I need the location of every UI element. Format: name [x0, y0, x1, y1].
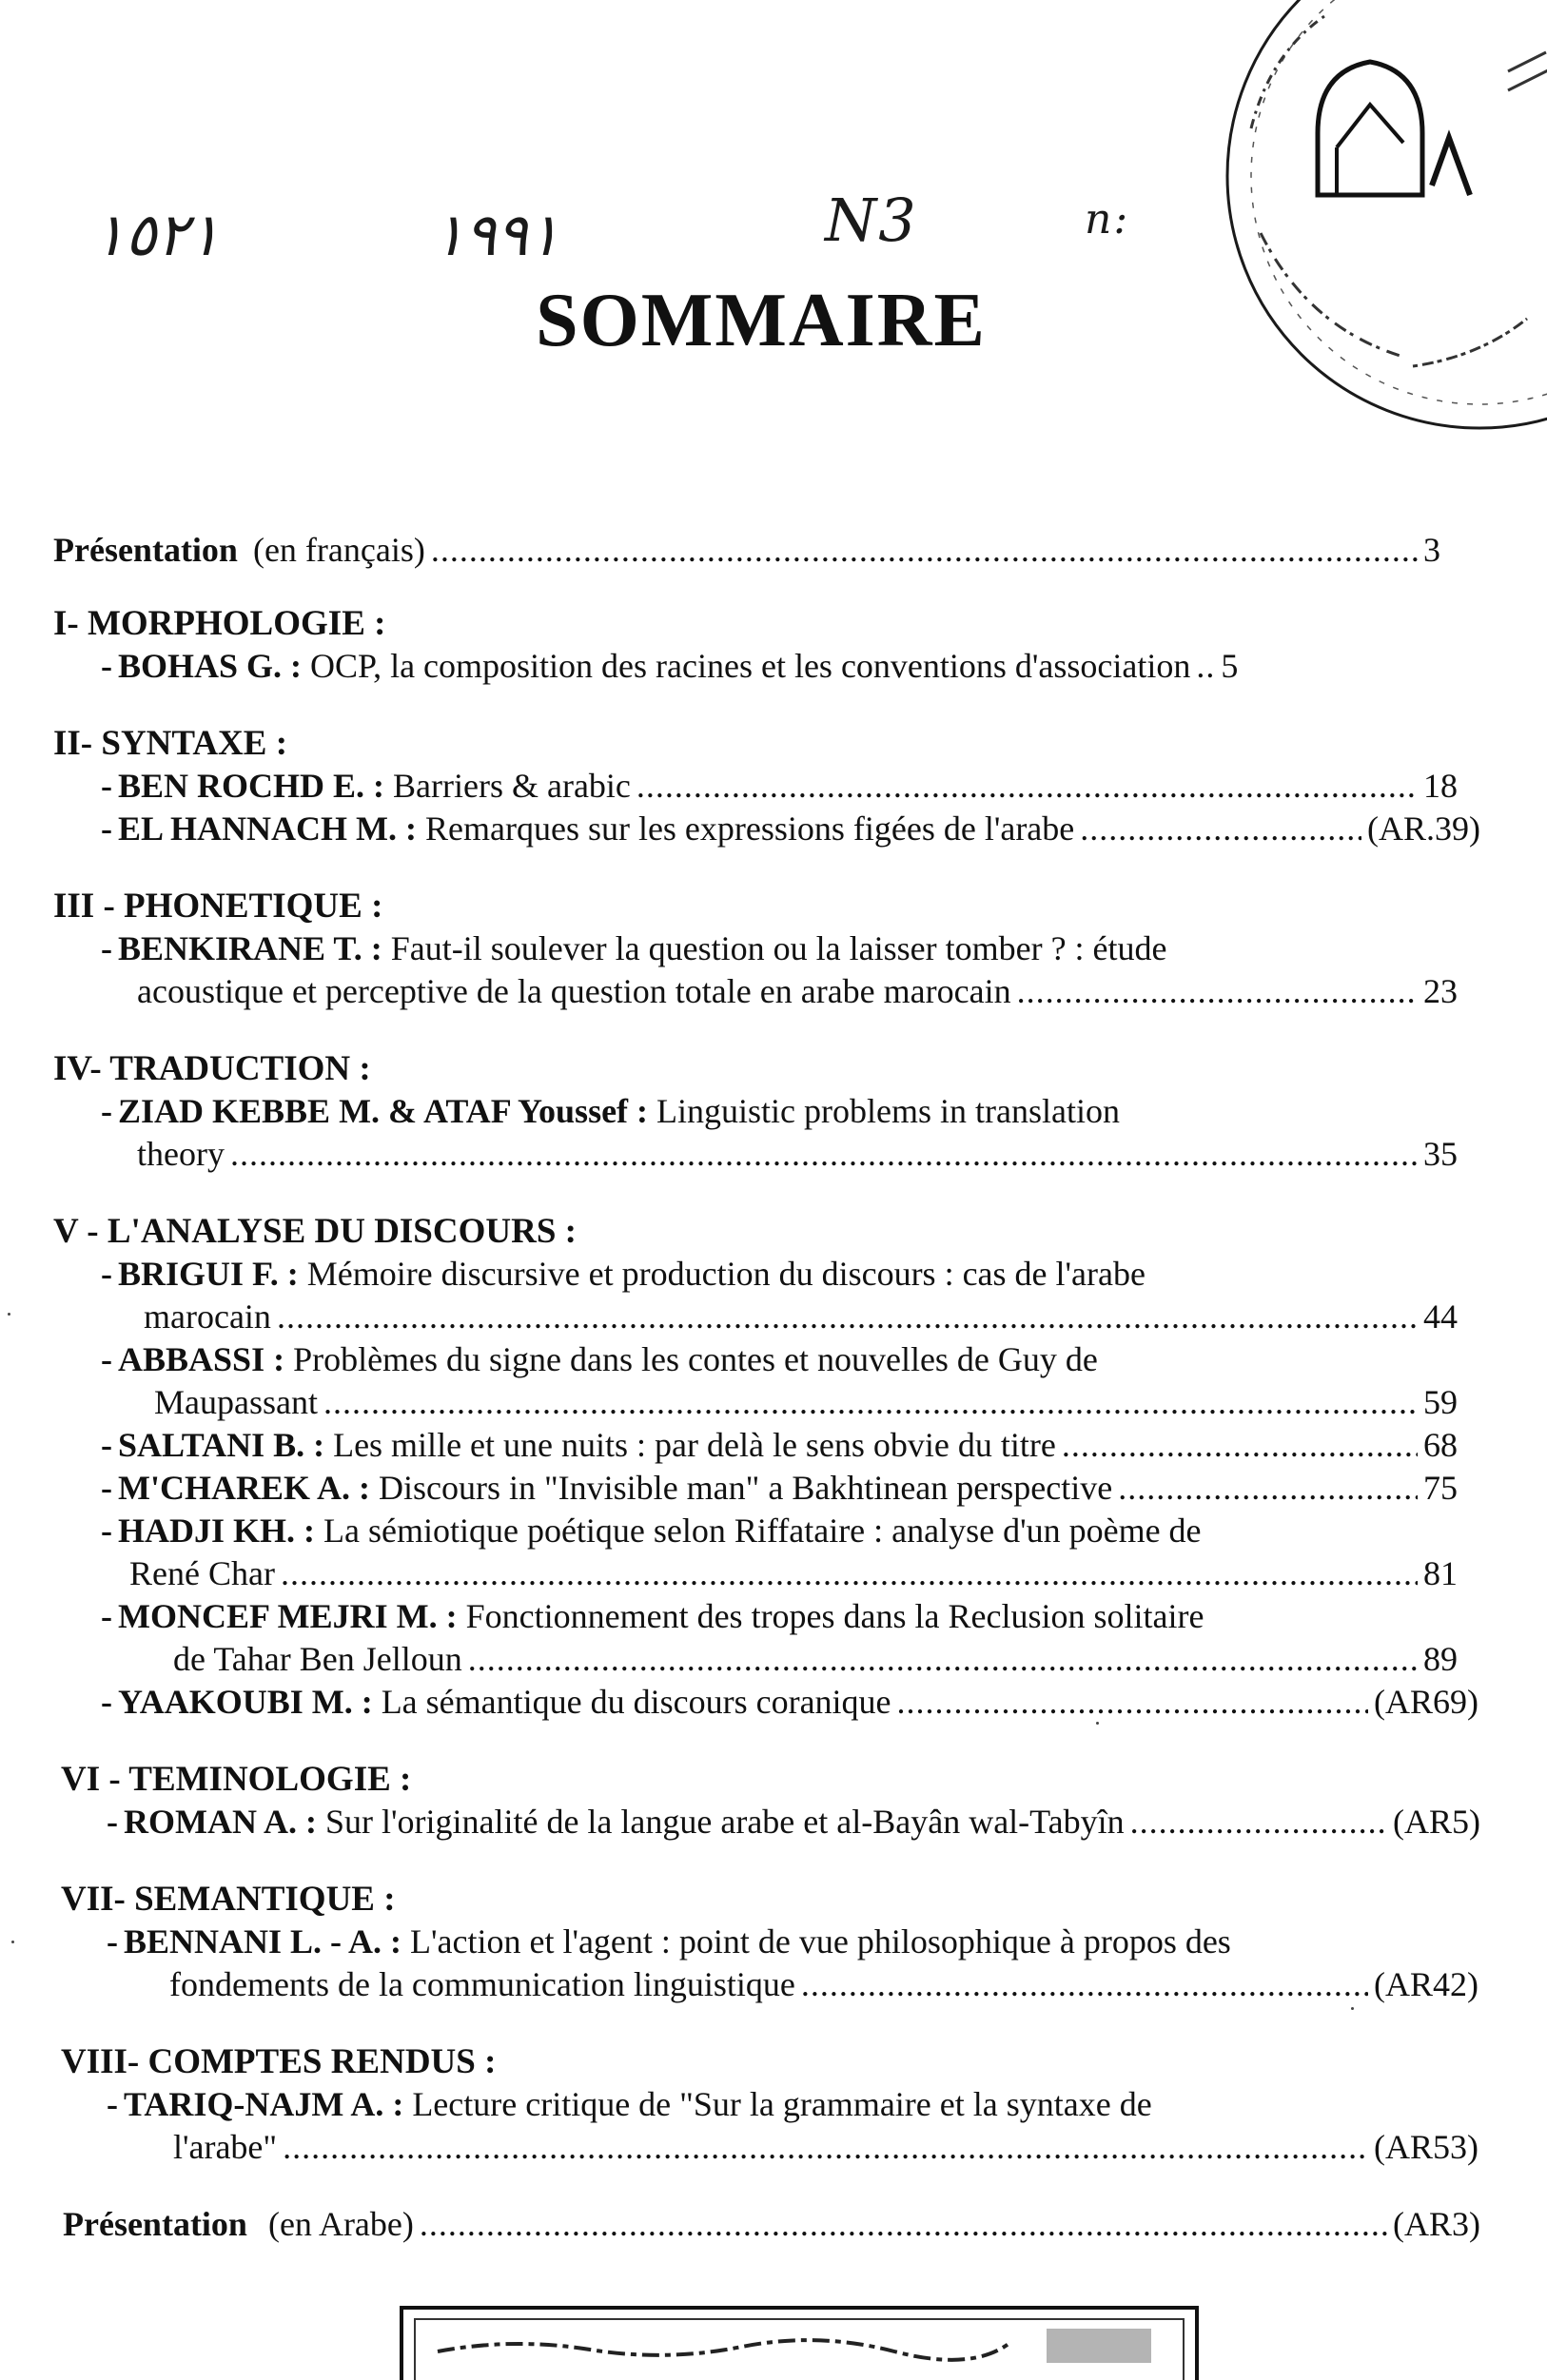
entry-dash: -	[101, 647, 112, 685]
toc-entry	[101, 1595, 1480, 1681]
page-number: 59	[1423, 1383, 1458, 1421]
page-number: 81	[1423, 1554, 1458, 1592]
section-heading: II- SYNTAXE :	[53, 724, 288, 763]
toc-section-phonetique	[53, 885, 1480, 1013]
handwritten-note: ١٩٩١	[433, 200, 560, 269]
entry-author: MONCEF MEJRI M. :	[118, 1597, 458, 1635]
toc-entry	[101, 1424, 1480, 1467]
entry-author: ZIAD KEBBE M. & ATAF Youssef :	[118, 1092, 649, 1130]
toc-entry	[101, 927, 1480, 1013]
entry-title-continued: de Tahar Ben Jelloun	[173, 1640, 462, 1678]
page-number: 68	[1423, 1426, 1458, 1464]
dot-leader	[323, 1381, 1418, 1424]
toc-entry	[101, 1090, 1480, 1176]
toc-section-morphologie	[53, 602, 1480, 688]
entry-author: ROMAN A. :	[124, 1803, 317, 1841]
toc-section-comptes-rendus	[53, 2040, 1480, 2169]
toc-entry	[101, 1253, 1480, 1338]
entry-dash: -	[101, 1683, 112, 1721]
toc-section-terminologie	[53, 1758, 1480, 1844]
toc-entry	[101, 765, 1480, 808]
entry-author: YAAKOUBI M. :	[118, 1683, 373, 1721]
page-title: SOMMAIRE	[536, 279, 987, 362]
entry-title-continued: acoustique et perceptive de la question totale en arabe marocain	[137, 972, 1011, 1010]
dot-leader	[283, 2126, 1368, 2169]
dot-leader	[897, 1681, 1368, 1724]
entry-title: Remarques sur les expressions figées de l'arabe	[425, 810, 1075, 848]
dot-leader	[1130, 1801, 1387, 1844]
section-heading: V - L'ANALYSE DU DISCOURS :	[53, 1212, 577, 1251]
entry-dash: -	[101, 1255, 112, 1293]
scan-speck	[1096, 1722, 1099, 1725]
dot-leader	[1062, 1424, 1418, 1467]
entry-author: BOHAS G. :	[118, 647, 303, 685]
section-heading: IV- TRADUCTION :	[53, 1049, 371, 1088]
entry-dash: -	[101, 767, 112, 805]
entry-title: Discours in "Invisible man" a Bakhtinean perspective	[379, 1469, 1113, 1507]
toc-section-syntaxe	[53, 722, 1480, 850]
bottom-stamp	[400, 2304, 1199, 2380]
table-of-contents	[53, 529, 1480, 2246]
entry-title-continued: René Char	[129, 1554, 275, 1592]
page-number: 23	[1423, 972, 1458, 1010]
page-number: (AR53)	[1374, 2128, 1478, 2166]
dot-leader	[277, 1296, 1418, 1338]
handwritten-note: N3	[825, 185, 918, 255]
entry-title: Problèmes du signe dans les contes et nouvelles de Guy de	[293, 1340, 1098, 1378]
entry-author: BENKIRANE T. :	[118, 929, 382, 967]
entry-title-continued: l'arabe"	[173, 2128, 278, 2166]
entry-title-continued: Maupassant	[154, 1383, 318, 1421]
dot-leader	[230, 1133, 1418, 1176]
entry-dash: -	[101, 810, 112, 848]
entry-dash: -	[101, 1092, 112, 1130]
toc-section-analyse-du-discours	[53, 1210, 1480, 1724]
entry-title: Les mille et une nuits : par delà le sens obvie du titre	[333, 1426, 1056, 1464]
entry-title: La sémiotique poétique selon Riffataire : analyse d'un poème de	[323, 1512, 1202, 1550]
handwritten-note: ١٥٢١	[93, 200, 221, 269]
page-number: (AR5)	[1393, 1803, 1480, 1841]
toc-intro-french	[53, 529, 1480, 572]
section-heading: VI - TEMINOLOGIE :	[61, 1760, 412, 1799]
entry-dash: -	[101, 1426, 112, 1464]
intro-suffix: (en Arabe)	[267, 2205, 414, 2243]
entry-author: TARIQ-NAJM A. :	[124, 2085, 404, 2123]
entry-author: M'CHAREK A. :	[118, 1469, 370, 1507]
entry-title: Sur l'originalité de la langue arabe et al-Bayân wal-Tabyîn	[324, 1803, 1125, 1841]
entry-title-continued: marocain	[144, 1297, 271, 1336]
entry-title-continued: theory	[137, 1135, 225, 1173]
entry-author: BRIGUI F. :	[118, 1255, 299, 1293]
dot-leader	[1118, 1467, 1418, 1510]
dot-leader	[281, 1552, 1418, 1595]
page-number: (AR3)	[1393, 2205, 1480, 2243]
entry-title: Lecture critique de "Sur la grammaire et la syntaxe de	[412, 2085, 1152, 2123]
page-number: 3	[1423, 531, 1440, 569]
toc-entry	[101, 2083, 1480, 2169]
entry-dash: -	[101, 1512, 112, 1550]
scan-speck	[11, 1941, 14, 1943]
toc-entry	[101, 645, 1480, 688]
entry-title: Linguistic problems in translation	[656, 1092, 1120, 1130]
entry-author: EL HANNACH M. :	[118, 810, 417, 848]
entry-title: OCP, la composition des racines et les conventions d'association	[310, 647, 1191, 685]
toc-section-semantique	[53, 1878, 1480, 2006]
scan-speck	[1351, 2007, 1354, 2010]
entry-author: ABBASSI :	[118, 1340, 285, 1378]
entry-dash: -	[107, 2085, 118, 2123]
toc-entry	[101, 1681, 1480, 1724]
toc-section-traduction	[53, 1047, 1480, 1176]
section-heading: VII- SEMANTIQUE :	[61, 1880, 396, 1919]
page-number: 35	[1423, 1135, 1458, 1173]
toc-entry	[101, 808, 1480, 850]
page-number: 18	[1423, 767, 1458, 805]
entry-author: SALTANI B. :	[118, 1426, 325, 1464]
entry-author: BEN ROCHD E. :	[118, 767, 385, 805]
toc-entry	[101, 1467, 1480, 1510]
page-number: 5	[1221, 647, 1239, 685]
section-heading: III - PHONETIQUE :	[53, 887, 383, 926]
page-number: 44	[1423, 1297, 1458, 1336]
dot-leader	[1080, 808, 1361, 850]
page-number: (AR69)	[1374, 1683, 1478, 1721]
scan-speck	[8, 1313, 10, 1316]
entry-dash: -	[101, 1340, 112, 1378]
toc-entry	[101, 1338, 1480, 1424]
page-number: (AR42)	[1374, 1965, 1478, 2003]
entry-dash: -	[101, 1469, 112, 1507]
page-number: (AR.39)	[1367, 810, 1480, 848]
entry-title: La sémantique du discours coranique	[381, 1683, 891, 1721]
handwritten-note: n:	[1085, 195, 1130, 244]
dot-leader	[1017, 970, 1418, 1013]
library-stamp	[1194, 0, 1547, 442]
dot-leader	[431, 529, 1418, 572]
dot-leader	[636, 765, 1418, 808]
entry-dash: -	[101, 1597, 112, 1635]
entry-title: Faut-il soulever la question ou la laisser tomber ? : étude	[390, 929, 1167, 967]
entry-title: Fonctionnement des tropes dans la Reclusion solitaire	[465, 1597, 1204, 1635]
entry-dash: -	[107, 1803, 118, 1841]
toc-entry	[101, 1801, 1480, 1844]
entry-dash: -	[107, 1922, 118, 1961]
dot-leader	[1196, 645, 1215, 688]
page-number: 75	[1423, 1469, 1458, 1507]
section-heading: VIII- COMPTES RENDUS :	[61, 2042, 497, 2081]
entry-dash: -	[101, 929, 112, 967]
entry-title: L'action et l'agent : point de vue philosophique à propos des	[410, 1922, 1231, 1961]
dot-leader	[468, 1638, 1418, 1681]
page-number: 89	[1423, 1640, 1458, 1678]
intro-label: Présentation	[63, 2205, 247, 2243]
entry-title: Barriers & arabic	[393, 767, 631, 805]
intro-label: Présentation	[53, 531, 238, 569]
dot-leader	[801, 1963, 1368, 2006]
dot-leader	[420, 2203, 1387, 2246]
toc-intro-arabic	[63, 2203, 1480, 2246]
entry-title-continued: fondements de la communication linguistique	[169, 1965, 795, 2003]
section-heading: I- MORPHOLOGIE :	[53, 604, 386, 643]
toc-entry	[101, 1510, 1480, 1595]
entry-author: HADJI KH. :	[118, 1512, 315, 1550]
toc-entry	[101, 1921, 1480, 2006]
intro-suffix: (en français)	[252, 531, 425, 569]
entry-author: BENNANI L. - A. :	[124, 1922, 402, 1961]
entry-title: Mémoire discursive et production du discours : cas de l'arabe	[306, 1255, 1146, 1293]
